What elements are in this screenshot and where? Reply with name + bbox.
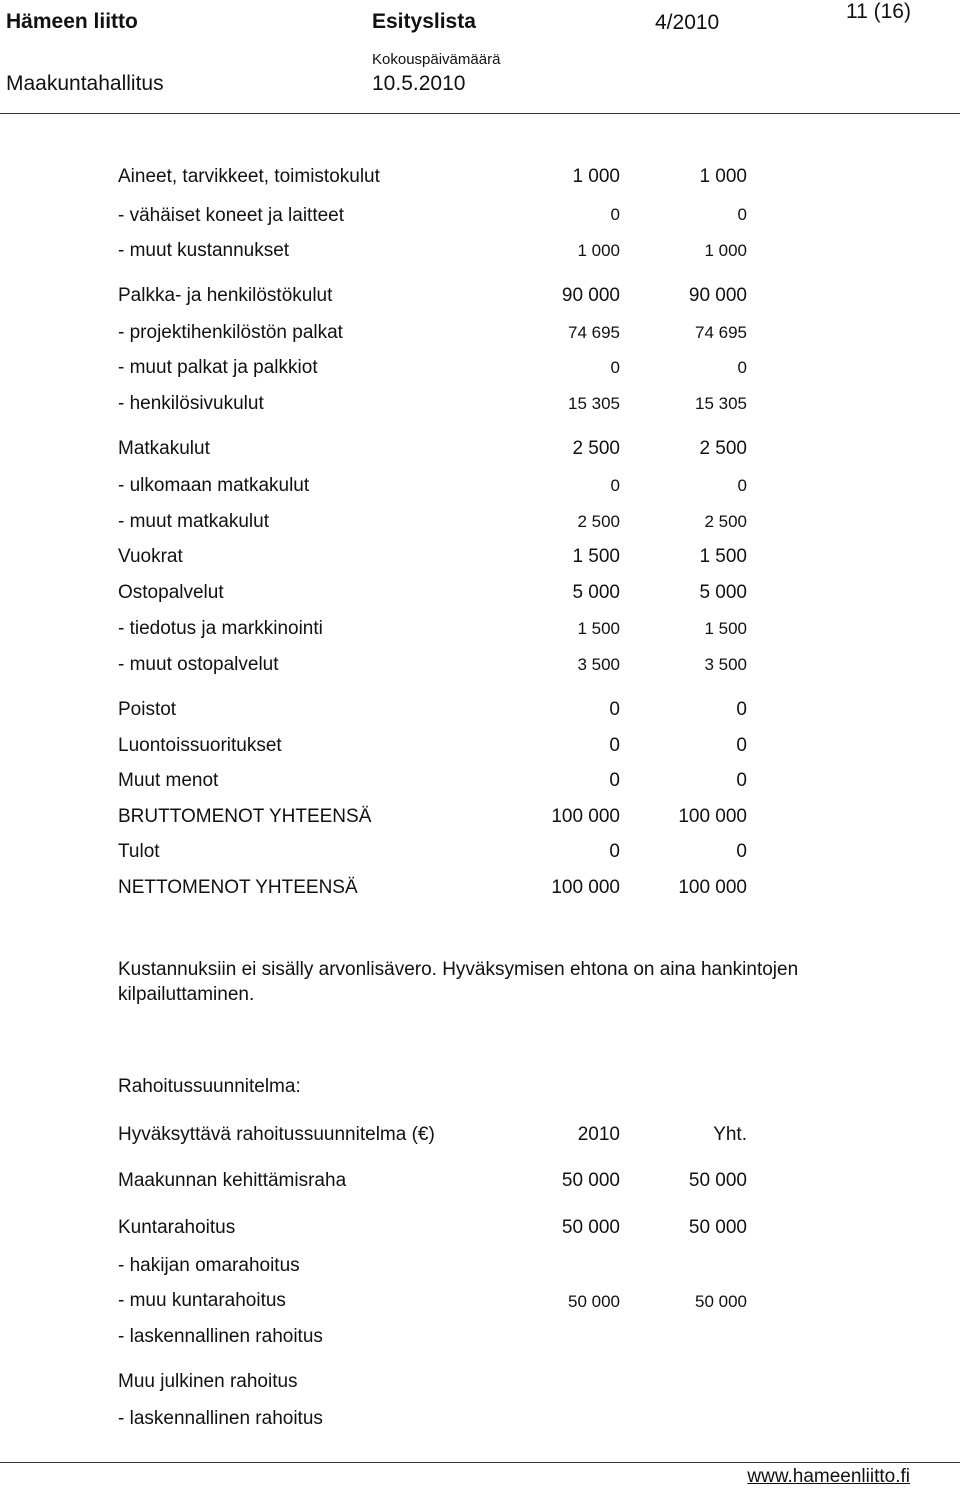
row-label: - muu kuntarahoitus bbox=[118, 1290, 286, 1311]
row-label: - laskennallinen rahoitus bbox=[118, 1326, 323, 1347]
row-label: - tiedotus ja markkinointi bbox=[118, 618, 323, 639]
funding-header-label: Hyväksyttävä rahoitussuunnitelma (€) bbox=[118, 1124, 435, 1145]
row-label: - henkilösivukulut bbox=[118, 393, 264, 414]
meeting-date: 10.5.2010 bbox=[372, 72, 466, 95]
row-label: Aineet, tarvikkeet, toimistokulut bbox=[118, 166, 380, 187]
row-label: Ostopalvelut bbox=[118, 582, 224, 603]
row-label: - laskennallinen rahoitus bbox=[118, 1408, 323, 1429]
row-value-2010: 0 bbox=[610, 476, 620, 495]
org-name: Hämeen liitto bbox=[6, 10, 138, 33]
row-label: Luontoissuoritukset bbox=[118, 735, 282, 756]
row-value-total: 3 500 bbox=[704, 655, 747, 674]
row-value-2010: 90 000 bbox=[561, 285, 620, 306]
row-value-total: 0 bbox=[736, 735, 747, 756]
funding-header-year: 2010 bbox=[577, 1124, 620, 1145]
footer-divider bbox=[0, 1462, 960, 1463]
row-value-total: 50 000 bbox=[688, 1217, 747, 1238]
body-name: Maakuntahallitus bbox=[6, 72, 164, 95]
row-value-2010: 0 bbox=[609, 841, 620, 862]
row-value-total: 0 bbox=[736, 699, 747, 720]
row-label: - muut ostopalvelut bbox=[118, 654, 279, 675]
row-value-2010: 74 695 bbox=[568, 323, 620, 342]
row-value-2010: 0 bbox=[609, 699, 620, 720]
row-label: - muut palkat ja palkkiot bbox=[118, 357, 318, 378]
document-type: Esityslista bbox=[372, 10, 476, 33]
row-label: - projektihenkilöstön palkat bbox=[118, 322, 343, 343]
row-value-total: 1 000 bbox=[699, 166, 747, 187]
row-value-total: 0 bbox=[737, 476, 747, 495]
row-value-total: 1 500 bbox=[704, 619, 747, 638]
row-label: Muu julkinen rahoitus bbox=[118, 1371, 298, 1392]
row-label: - vähäiset koneet ja laitteet bbox=[118, 205, 345, 226]
date-label: Kokouspäivämäärä bbox=[372, 51, 501, 68]
row-value-2010: 50 000 bbox=[561, 1217, 620, 1238]
row-label: - muut matkakulut bbox=[118, 511, 269, 532]
row-label: Tulot bbox=[118, 841, 160, 862]
row-value-total: 0 bbox=[736, 841, 747, 862]
row-value-2010: 2 500 bbox=[577, 512, 620, 531]
row-label: Vuokrat bbox=[118, 546, 183, 567]
row-label: Palkka- ja henkilöstökulut bbox=[118, 285, 333, 306]
row-value-total: 1 500 bbox=[699, 546, 747, 567]
header-divider bbox=[0, 113, 960, 114]
row-value-2010: 3 500 bbox=[577, 655, 620, 674]
row-value-total: 0 bbox=[737, 358, 747, 377]
row-label: Maakunnan kehittämisraha bbox=[118, 1170, 347, 1191]
document-number: 4/2010 bbox=[655, 11, 720, 34]
row-value-total: 2 500 bbox=[699, 438, 747, 459]
row-value-2010: 1 500 bbox=[577, 619, 620, 638]
row-value-total: 0 bbox=[737, 205, 747, 224]
row-value-total: 15 305 bbox=[695, 394, 747, 413]
row-label: - hakijan omarahoitus bbox=[118, 1255, 300, 1276]
row-value-2010: 0 bbox=[609, 735, 620, 756]
row-value-2010: 1 000 bbox=[577, 241, 620, 260]
row-value-total: 100 000 bbox=[678, 806, 747, 827]
row-label: Poistot bbox=[118, 699, 177, 720]
row-value-2010: 50 000 bbox=[561, 1170, 620, 1191]
row-value-2010: 100 000 bbox=[551, 806, 620, 827]
row-value-2010: 0 bbox=[610, 358, 620, 377]
row-value-2010: 0 bbox=[610, 205, 620, 224]
row-value-total: 2 500 bbox=[704, 512, 747, 531]
row-value-2010: 0 bbox=[609, 770, 620, 791]
row-value-2010: 2 500 bbox=[572, 438, 620, 459]
vat-note: Kustannuksiin ei sisälly arvonlisävero. Hyväksymisen ehtona on aina hankintojen kilpailuttaminen. bbox=[118, 959, 799, 1005]
row-value-total: 1 000 bbox=[704, 241, 747, 260]
row-value-total: 90 000 bbox=[688, 285, 747, 306]
funding-header-total: Yht. bbox=[713, 1124, 747, 1145]
row-value-total: 100 000 bbox=[678, 877, 747, 898]
funding-title: Rahoitussuunnitelma: bbox=[118, 1076, 301, 1097]
row-value-2010: 50 000 bbox=[568, 1292, 620, 1311]
row-label: Kuntarahoitus bbox=[118, 1217, 236, 1238]
row-value-2010: 15 305 bbox=[568, 394, 620, 413]
row-label: - ulkomaan matkakulut bbox=[118, 475, 310, 496]
row-label: Muut menot bbox=[118, 770, 219, 791]
row-value-total: 5 000 bbox=[699, 582, 747, 603]
row-value-2010: 5 000 bbox=[572, 582, 620, 603]
website-link[interactable]: www.hameenliitto.fi bbox=[747, 1466, 910, 1487]
row-value-2010: 1 000 bbox=[572, 166, 620, 187]
row-label: - muut kustannukset bbox=[118, 240, 290, 261]
row-value-total: 50 000 bbox=[695, 1292, 747, 1311]
row-value-total: 74 695 bbox=[695, 323, 747, 342]
page-number: 11 (16) bbox=[846, 0, 911, 23]
row-label: BRUTTOMENOT YHTEENSÄ bbox=[118, 806, 372, 827]
row-value-2010: 100 000 bbox=[551, 877, 620, 898]
row-value-2010: 1 500 bbox=[572, 546, 620, 567]
row-label: NETTOMENOT YHTEENSÄ bbox=[118, 877, 358, 898]
row-value-total: 0 bbox=[736, 770, 747, 791]
row-value-total: 50 000 bbox=[688, 1170, 747, 1191]
row-label: Matkakulut bbox=[118, 438, 210, 459]
